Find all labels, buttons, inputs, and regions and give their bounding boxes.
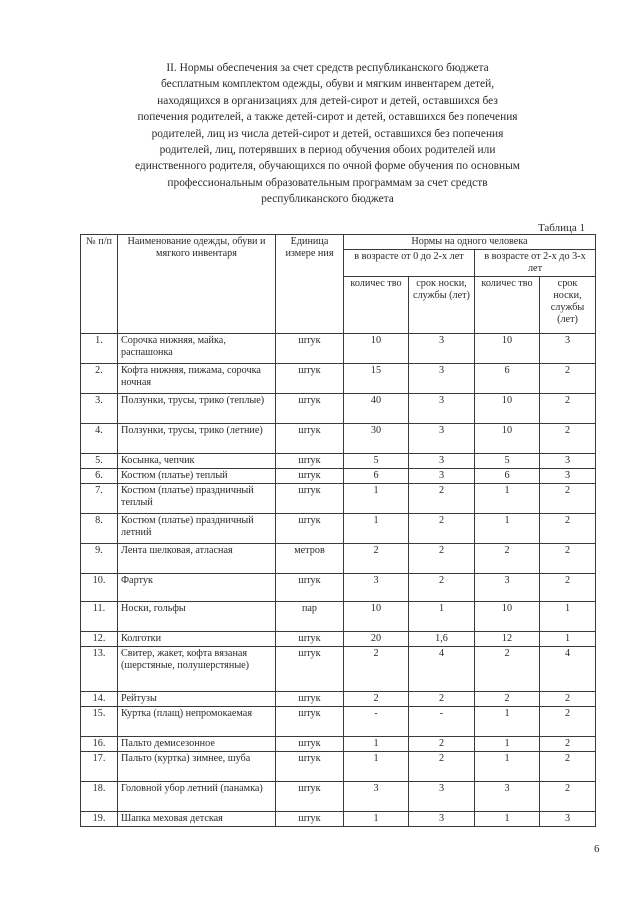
quantity-0-2: 2 <box>344 692 409 707</box>
header-age-2-3: в возрасте от 2-х до 3-х лет <box>475 250 596 277</box>
quantity-0-2: 3 <box>344 782 409 812</box>
term-2-3: 3 <box>540 469 596 484</box>
title-line: родителей, лиц, потерявших в период обучения обоих родителей или <box>159 144 496 157</box>
quantity-0-2: 1 <box>344 737 409 752</box>
quantity-2-3: 1 <box>475 812 540 827</box>
title-line: находящихся в организациях для детей-сирот и детей, оставшихся без <box>157 94 498 107</box>
quantity-2-3: 12 <box>475 632 540 647</box>
item-unit: штук <box>276 334 344 364</box>
term-0-2: 3 <box>409 364 475 394</box>
quantity-0-2: 1 <box>344 752 409 782</box>
quantity-0-2: - <box>344 707 409 737</box>
table-row <box>81 602 596 632</box>
term-2-3: 2 <box>540 574 596 602</box>
document-title <box>95 60 560 208</box>
item-unit: штук <box>276 782 344 812</box>
term-2-3: 2 <box>540 782 596 812</box>
term-0-2: 2 <box>409 544 475 574</box>
quantity-0-2: 40 <box>344 394 409 424</box>
term-2-3: 1 <box>540 632 596 647</box>
term-2-3: 2 <box>540 394 596 424</box>
item-name: Колготки <box>118 632 276 647</box>
term-2-3: 2 <box>540 737 596 752</box>
row-number: 19. <box>81 812 118 827</box>
term-0-2: 1,6 <box>409 632 475 647</box>
item-name: Пальто демисезонное <box>118 737 276 752</box>
term-0-2: 2 <box>409 574 475 602</box>
item-name: Рейтузы <box>118 692 276 707</box>
quantity-2-3: 1 <box>475 484 540 514</box>
item-name: Костюм (платье) праздничный летний <box>118 514 276 544</box>
term-0-2: 2 <box>409 514 475 544</box>
term-0-2: - <box>409 707 475 737</box>
row-number: 7. <box>81 484 118 514</box>
quantity-2-3: 5 <box>475 454 540 469</box>
row-number: 6. <box>81 469 118 484</box>
quantity-2-3: 10 <box>475 394 540 424</box>
quantity-0-2: 2 <box>344 647 409 692</box>
quantity-0-2: 5 <box>344 454 409 469</box>
quantity-0-2: 30 <box>344 424 409 454</box>
term-2-3: 3 <box>540 454 596 469</box>
quantity-2-3: 3 <box>475 574 540 602</box>
term-0-2: 3 <box>409 334 475 364</box>
table-row <box>81 424 596 454</box>
title-line: профессиональным образовательным программам за счет средств <box>167 176 488 189</box>
item-unit: штук <box>276 454 344 469</box>
table-row <box>81 737 596 752</box>
term-2-3: 2 <box>540 707 596 737</box>
term-0-2: 2 <box>409 737 475 752</box>
item-unit: штук <box>276 752 344 782</box>
table-row <box>81 812 596 827</box>
title-line: попечения родителей, а также детей-сирот и детей, оставшихся без попечения <box>137 111 518 124</box>
table-row <box>81 469 596 484</box>
table-row <box>81 752 596 782</box>
row-number: 12. <box>81 632 118 647</box>
row-number: 11. <box>81 602 118 632</box>
quantity-0-2: 2 <box>344 544 409 574</box>
quantity-0-2: 6 <box>344 469 409 484</box>
item-unit: штук <box>276 424 344 454</box>
row-number: 13. <box>81 647 118 692</box>
term-2-3: 4 <box>540 647 596 692</box>
table-row <box>81 364 596 394</box>
item-name: Куртка (плащ) непромокаемая <box>118 707 276 737</box>
quantity-2-3: 3 <box>475 782 540 812</box>
term-2-3: 2 <box>540 752 596 782</box>
header-age-0-2: в возрасте от 0 до 2-х лет <box>344 250 475 277</box>
term-2-3: 2 <box>540 514 596 544</box>
quantity-0-2: 1 <box>344 812 409 827</box>
title-line: родителей, лиц из числа детей-сирот и детей, оставшихся без попечения <box>151 127 504 140</box>
item-unit: штук <box>276 632 344 647</box>
quantity-0-2: 1 <box>344 484 409 514</box>
quantity-0-2: 1 <box>344 514 409 544</box>
term-0-2: 1 <box>409 602 475 632</box>
item-name: Лента шелковая, атласная <box>118 544 276 574</box>
term-0-2: 3 <box>409 394 475 424</box>
row-number: 1. <box>81 334 118 364</box>
quantity-2-3: 2 <box>475 647 540 692</box>
table-row <box>81 484 596 514</box>
term-0-2: 4 <box>409 647 475 692</box>
row-number: 17. <box>81 752 118 782</box>
table-row <box>81 574 596 602</box>
item-name: Сорочка нижняя, майка, распашонка <box>118 334 276 364</box>
row-number: 18. <box>81 782 118 812</box>
term-0-2: 3 <box>409 454 475 469</box>
quantity-0-2: 10 <box>344 334 409 364</box>
header-num: № п/п <box>81 235 118 334</box>
row-number: 4. <box>81 424 118 454</box>
table-label: Таблица 1 <box>537 222 585 234</box>
row-number: 2. <box>81 364 118 394</box>
item-name: Фартук <box>118 574 276 602</box>
term-0-2: 3 <box>409 424 475 454</box>
header-term: срок носки, службы (лет) <box>409 277 475 334</box>
page-number: 6 <box>594 843 600 855</box>
term-0-2: 3 <box>409 782 475 812</box>
item-name: Костюм (платье) теплый <box>118 469 276 484</box>
item-name: Шапка меховая детская <box>118 812 276 827</box>
item-name: Кофта нижняя, пижама, сорочка ночная <box>118 364 276 394</box>
quantity-2-3: 2 <box>475 544 540 574</box>
quantity-2-3: 6 <box>475 364 540 394</box>
item-unit: штук <box>276 364 344 394</box>
title-line: II. Нормы обеспечения за счет средств республиканского бюджета <box>166 62 489 74</box>
header-name: Наименование одежды, обуви и мягкого инвентаря <box>118 235 276 334</box>
item-unit: метров <box>276 544 344 574</box>
item-unit: штук <box>276 737 344 752</box>
table-row <box>81 544 596 574</box>
header-quantity: количес тво <box>475 277 540 334</box>
quantity-2-3: 1 <box>475 707 540 737</box>
term-2-3: 3 <box>540 334 596 364</box>
term-0-2: 2 <box>409 484 475 514</box>
quantity-2-3: 6 <box>475 469 540 484</box>
item-unit: штук <box>276 394 344 424</box>
term-2-3: 2 <box>540 484 596 514</box>
term-0-2: 2 <box>409 752 475 782</box>
item-name: Ползунки, трусы, трико (теплые) <box>118 394 276 424</box>
term-2-3: 2 <box>540 692 596 707</box>
header-norms: Нормы на одного человека <box>344 235 596 250</box>
table-row <box>81 647 596 692</box>
quantity-0-2: 3 <box>344 574 409 602</box>
item-unit: штук <box>276 707 344 737</box>
item-unit: штук <box>276 469 344 484</box>
quantity-2-3: 10 <box>475 424 540 454</box>
table-row <box>81 632 596 647</box>
table-row <box>81 692 596 707</box>
table-row <box>81 707 596 737</box>
header-quantity: количес тво <box>344 277 409 334</box>
row-number: 10. <box>81 574 118 602</box>
term-2-3: 1 <box>540 602 596 632</box>
row-number: 9. <box>81 544 118 574</box>
quantity-0-2: 10 <box>344 602 409 632</box>
item-unit: штук <box>276 574 344 602</box>
table-row <box>81 782 596 812</box>
quantity-2-3: 2 <box>475 692 540 707</box>
row-number: 8. <box>81 514 118 544</box>
term-0-2: 2 <box>409 692 475 707</box>
quantity-2-3: 1 <box>475 737 540 752</box>
term-2-3: 2 <box>540 544 596 574</box>
header-unit: Единица измере ния <box>276 235 344 334</box>
item-name: Головной убор летний (панамка) <box>118 782 276 812</box>
quantity-2-3: 10 <box>475 334 540 364</box>
item-unit: пар <box>276 602 344 632</box>
table-row <box>81 334 596 364</box>
item-name: Косынка, чепчик <box>118 454 276 469</box>
item-name: Костюм (платье) праздничный теплый <box>118 484 276 514</box>
term-2-3: 2 <box>540 424 596 454</box>
row-number: 15. <box>81 707 118 737</box>
item-unit: штук <box>276 647 344 692</box>
title-line: бесплатным комплектом одежды, обуви и мягким инвентарем детей, <box>160 78 495 91</box>
term-2-3: 2 <box>540 364 596 394</box>
row-number: 14. <box>81 692 118 707</box>
header-term: срок носки, службы (лет) <box>540 277 596 334</box>
table-row <box>81 514 596 544</box>
row-number: 5. <box>81 454 118 469</box>
term-2-3: 3 <box>540 812 596 827</box>
title-line: республиканского бюджета <box>261 193 394 206</box>
item-name: Пальто (куртка) зимнее, шуба <box>118 752 276 782</box>
item-unit: штук <box>276 514 344 544</box>
table-row <box>81 454 596 469</box>
quantity-0-2: 20 <box>344 632 409 647</box>
quantity-2-3: 1 <box>475 752 540 782</box>
item-name: Ползунки, трусы, трико (летние) <box>118 424 276 454</box>
item-unit: штук <box>276 692 344 707</box>
item-unit: штук <box>276 484 344 514</box>
term-0-2: 3 <box>409 812 475 827</box>
item-unit: штук <box>276 812 344 827</box>
norms-table <box>80 234 596 827</box>
quantity-2-3: 1 <box>475 514 540 544</box>
table-row <box>81 394 596 424</box>
row-number: 16. <box>81 737 118 752</box>
item-name: Свитер, жакет, кофта вязаная (шерстяные, полушерстяные) <box>118 647 276 692</box>
term-0-2: 3 <box>409 469 475 484</box>
title-line: единственного родителя, обучающихся по очной форме обучения по основным <box>135 160 520 173</box>
quantity-2-3: 10 <box>475 602 540 632</box>
item-name: Носки, гольфы <box>118 602 276 632</box>
quantity-0-2: 15 <box>344 364 409 394</box>
row-number: 3. <box>81 394 118 424</box>
